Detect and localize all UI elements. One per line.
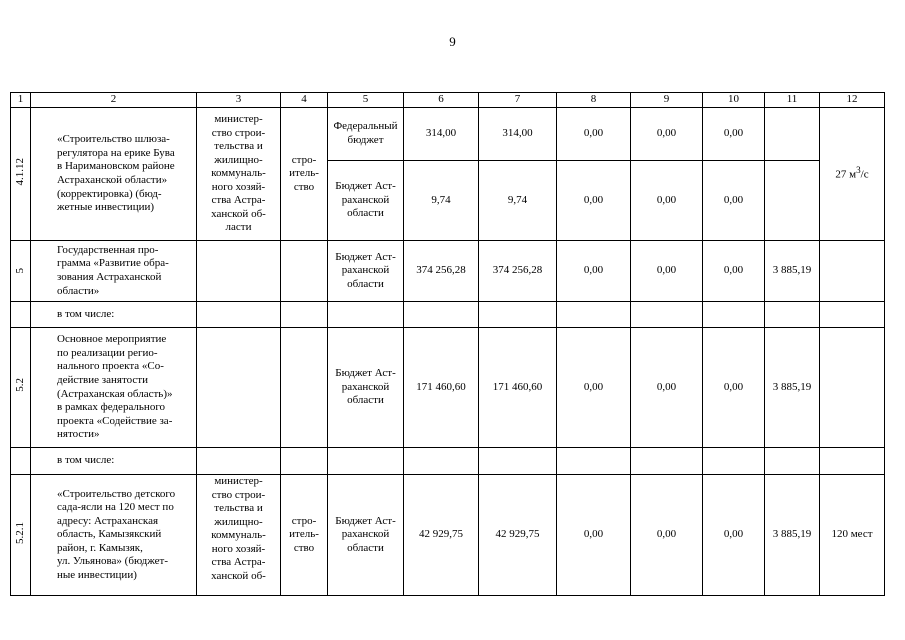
indicator-cell (820, 241, 885, 302)
event-name: «Строительство шлюза- регулятора на ерике Бува в Наримановском районе Астраханской области» (корректировка) (бюд- жетные инвестиции) (31, 108, 197, 241)
value-cell: 0,00 (557, 475, 631, 596)
col-header: 6 (404, 93, 479, 108)
work-type: стро- итель- ство (281, 475, 328, 596)
value-cell: 0,00 (557, 161, 631, 241)
value-cell: 9,74 (404, 161, 479, 241)
executor: министер- ство строи- тельства и жилищно- коммуналь- ного хозяй- ства Астра- ханской об- (197, 475, 281, 596)
row-code: 5.2 (11, 328, 31, 448)
value-cell: 0,00 (631, 241, 703, 302)
indicator-cell: 27 $м^3/с$ (820, 108, 885, 241)
including-label: в том числе: (31, 302, 197, 328)
value-cell: 0,00 (631, 161, 703, 241)
col-header: 7 (479, 93, 557, 108)
value-cell (765, 108, 820, 161)
value-cell: 0,00 (703, 241, 765, 302)
value-cell: 314,00 (404, 108, 479, 161)
value-cell: 3 885,19 (765, 241, 820, 302)
value-cell: 3 885,19 (765, 475, 820, 596)
value-cell: 171 460,60 (404, 328, 479, 448)
value-cell: 0,00 (557, 108, 631, 161)
value-cell: 42 929,75 (479, 475, 557, 596)
work-type: стро- итель- ство (281, 108, 328, 241)
table-row (11, 241, 885, 302)
table-row (11, 475, 885, 596)
page-number: 9 (449, 34, 456, 49)
row-code: 5 (11, 241, 31, 302)
value-cell: 0,00 (631, 475, 703, 596)
value-cell: 0,00 (631, 108, 703, 161)
indicator-cell: 120 мест (820, 475, 885, 596)
indicator-cell (820, 328, 885, 448)
value-cell: 0,00 (703, 475, 765, 596)
funding-source: Федеральный бюджет (328, 108, 404, 161)
event-name: Основное мероприятие по реализации регио- нального проекта «Со- действие занятости (Астраханская область)» в рамках федерального проекта «Содействие за- нятости» (31, 328, 197, 448)
value-cell: 374 256,28 (404, 241, 479, 302)
funding-source: Бюджет Аст- раханской области (328, 328, 404, 448)
row-code: 4.1.12 (11, 108, 31, 241)
table-row (11, 302, 885, 328)
value-cell: 374 256,28 (479, 241, 557, 302)
col-header: 11 (765, 93, 820, 108)
work-type (281, 328, 328, 448)
event-name: Государственная про- грамма «Развитие обра- зования Астраханской области» (31, 241, 197, 302)
value-cell: 9,74 (479, 161, 557, 241)
col-header: 4 (281, 93, 328, 108)
col-header: 5 (328, 93, 404, 108)
col-header: 12 (820, 93, 885, 108)
including-label: в том числе: (31, 448, 197, 475)
executor (197, 241, 281, 302)
funding-source: Бюджет Аст- раханской области (328, 475, 404, 596)
work-type (281, 241, 328, 302)
executor (197, 328, 281, 448)
table-row (11, 328, 885, 448)
col-header: 3 (197, 93, 281, 108)
funding-source: Бюджет Аст- раханской области (328, 161, 404, 241)
col-header: 2 (31, 93, 197, 108)
executor: министер- ство строи- тельства и жилищно- коммуналь- ного хозяй- ства Астра- ханской об- ласти (197, 108, 281, 241)
value-cell: 0,00 (703, 108, 765, 161)
value-cell: 0,00 (703, 161, 765, 241)
value-cell: 171 460,60 (479, 328, 557, 448)
value-cell: 3 885,19 (765, 328, 820, 448)
col-header: 1 (11, 93, 31, 108)
value-cell: 42 929,75 (404, 475, 479, 596)
table-row (11, 108, 885, 161)
column-number-row (11, 93, 885, 108)
row-code: 5.2.1 (11, 475, 31, 596)
value-cell: 0,00 (703, 328, 765, 448)
col-header: 8 (557, 93, 631, 108)
value-cell: 314,00 (479, 108, 557, 161)
value-cell: 0,00 (631, 328, 703, 448)
budget-table (10, 92, 885, 596)
value-cell: 0,00 (557, 241, 631, 302)
col-header: 9 (631, 93, 703, 108)
funding-source: Бюджет Аст- раханской области (328, 241, 404, 302)
value-cell: 0,00 (557, 328, 631, 448)
event-name: «Строительство детского сада-ясли на 120 мест по адресу: Астраханская область, Камызякский район, г. Камызяк, ул. Ульянова» (бюджет- ные инвестиции) (31, 475, 197, 596)
value-cell (765, 161, 820, 241)
table-row (11, 448, 885, 475)
col-header: 10 (703, 93, 765, 108)
